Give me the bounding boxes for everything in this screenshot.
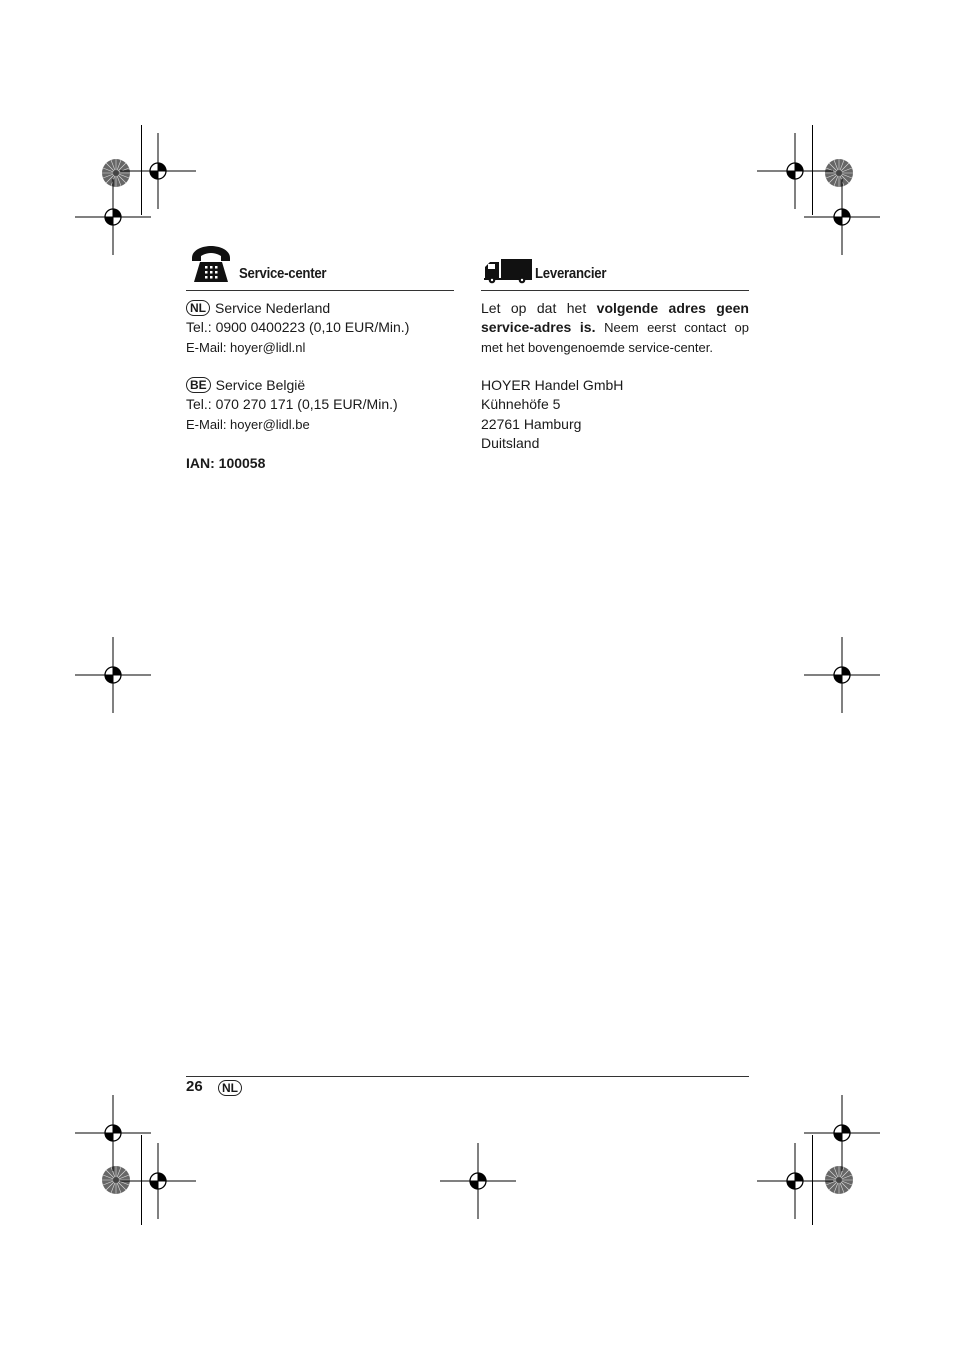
- leverancier-header: [481, 240, 749, 291]
- trim-line: [812, 1135, 813, 1225]
- ian-number: IAN: 100058: [186, 455, 266, 472]
- crosshair-icon: [755, 1141, 835, 1221]
- service-nl-name: Service Nederland: [215, 300, 331, 316]
- country-badge-nl: NL: [186, 300, 210, 316]
- crosshair-icon: [73, 635, 153, 715]
- service-nl-email: E-Mail: hoyer@lidl.nl: [186, 339, 306, 355]
- trim-line: [141, 1135, 142, 1225]
- service-nl-tel: Tel.: 0900 0400223 (0,10 EUR/Min.): [186, 319, 410, 336]
- section-title: Service-center: [239, 265, 327, 282]
- crosshair-icon: [438, 1141, 518, 1221]
- footer-rule: [186, 1076, 749, 1077]
- service-center-header: [186, 240, 454, 291]
- telephone-icon: [188, 244, 234, 284]
- address-country: Duitsland: [481, 435, 540, 452]
- service-be-name-line: [186, 376, 454, 395]
- address-street: Kühnehöfe 5: [481, 396, 561, 413]
- section-title: Leverancier: [535, 265, 607, 282]
- address-city: 22761 Hamburg: [481, 415, 582, 432]
- truck-icon: [484, 258, 532, 284]
- service-be-tel: Tel.: 070 270 171 (0,15 EUR/Min.): [186, 396, 398, 413]
- service-be-name: Service België: [215, 377, 306, 394]
- page-number: 26: [186, 1078, 203, 1095]
- country-badge-be: BE: [186, 377, 211, 393]
- trim-line: [812, 125, 813, 215]
- crosshair-icon: [118, 1141, 198, 1221]
- trim-line: [141, 125, 142, 215]
- crosshair-icon: [802, 635, 882, 715]
- crosshair-icon: [802, 177, 882, 257]
- notice-line-1: Let op dat het volgende adres geen: [481, 300, 749, 316]
- notice-line-3: met het bovengenoemde service-center.: [481, 339, 713, 355]
- service-be-email: E-Mail: hoyer@lidl.be: [186, 416, 310, 432]
- address-company: HOYER Handel GmbH: [481, 377, 624, 394]
- notice-line-2: service-adres is. Neem eerst contact op: [481, 319, 750, 336]
- footer-lang-badge: NL: [218, 1080, 242, 1096]
- service-nl-name-line: [186, 299, 454, 318]
- leverancier-text: [481, 299, 749, 453]
- service-contacts: [186, 299, 454, 474]
